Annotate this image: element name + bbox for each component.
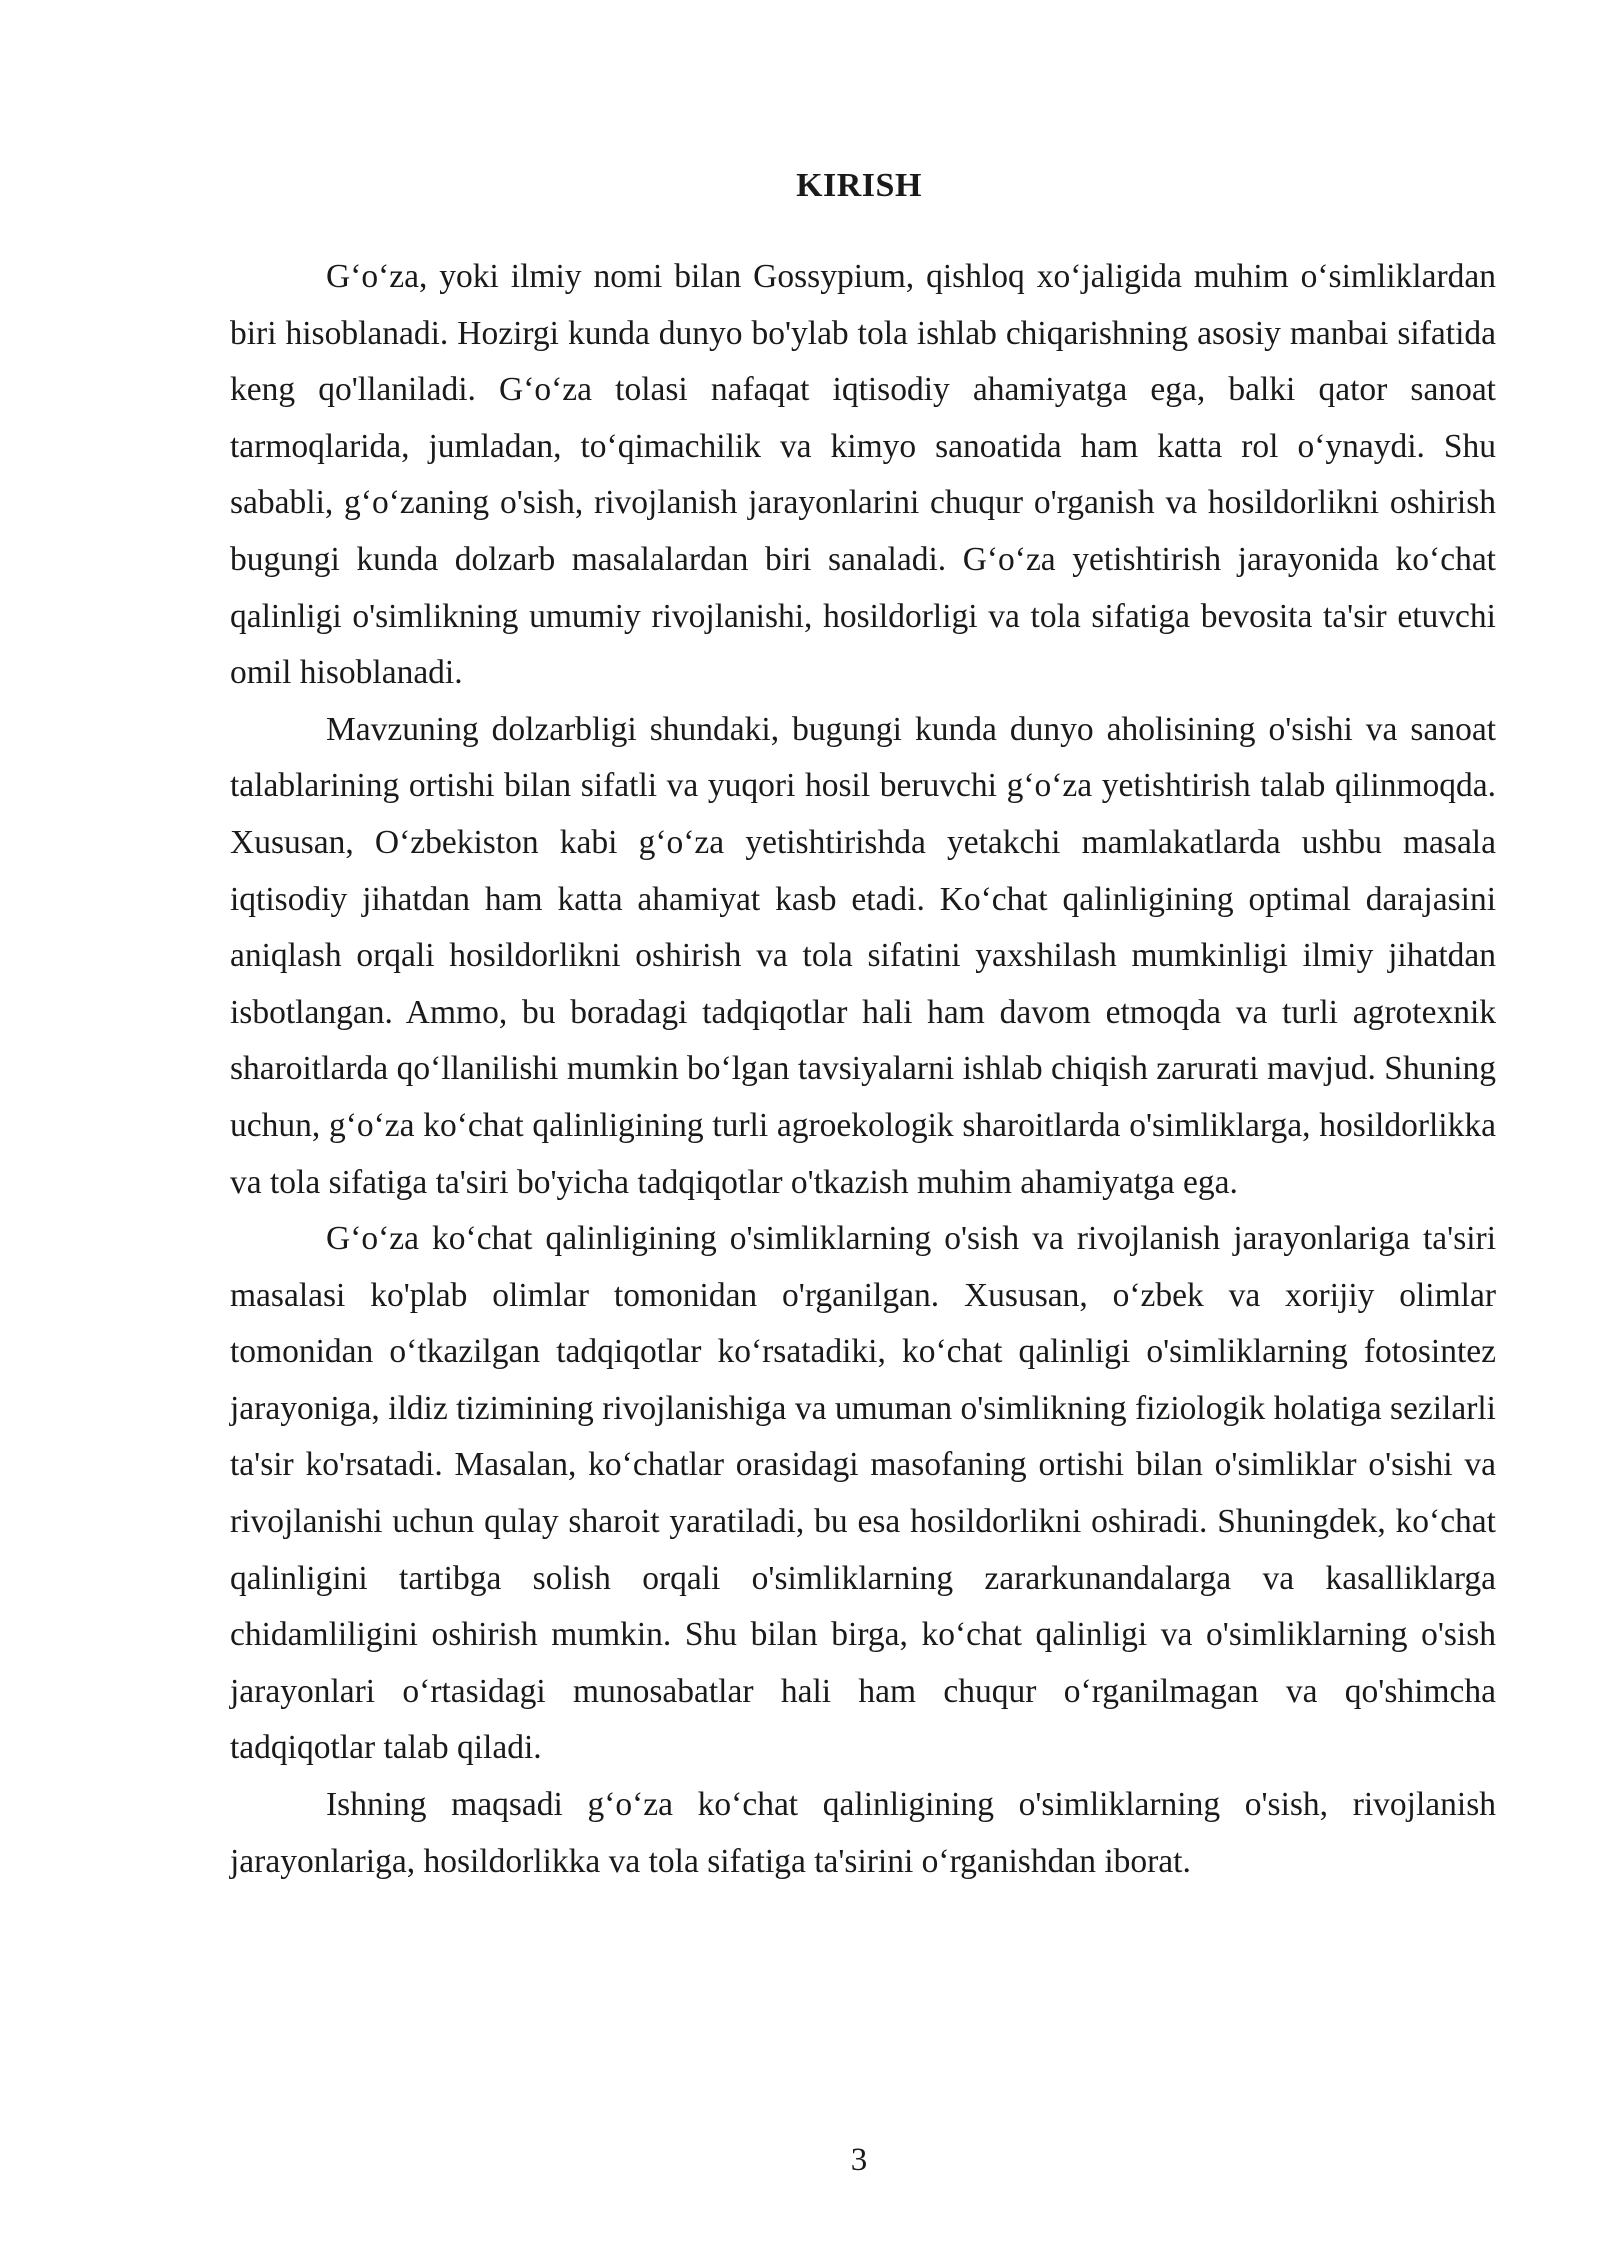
paragraph-aim: Ishning maqsadi g‘o‘za ko‘chat qalinligining o'simliklarning o'sish, rivojlanish jarayonlariga, hosildorlikka va tola sifatiga ta'sirini o‘rganishdan iborat. bbox=[230, 1786, 1496, 1880]
paragraph-intro: G‘o‘za, yoki ilmiy nomi bilan Gossypium, qishloq xo‘jaligida muhim o‘simliklardan biri hisoblanadi. Hozirgi kunda dunyo bo'ylab tola ishlab chiqarishning asosiy manbai sifatida keng qo'llaniladi. G‘o‘za tolasi nafaqat iqtisodiy ahamiyatga ega, balki qator sanoat tarmoqlarida, jumladan, to‘qimachilik va kimyo sanoatida ham katta rol o‘ynaydi. Shu sababli, g‘o‘zaning o'sish, rivojlanish jarayonlarini chuqur o'rganish va hosildorlikni oshirish bugungi kunda dolzarb masalalardan biri sanaladi. G‘o‘za yetishtirish jarayonida ko‘chat qalinligi o'simlikning umumiy rivojlanishi, hosildorligi va tola sifatiga bevosita ta'sir etuvchi omil hisoblanadi. bbox=[230, 258, 1496, 692]
section-title: KIRISH bbox=[796, 167, 922, 204]
paragraph-research-review: G‘o‘za ko‘chat qalinligining o'simliklarning o'sish va rivojlanish jarayonlariga ta'siri masalasi ko'plab olimlar tomonidan o'rganilgan. Xususan, o‘zbek va xorijiy olimlar tomonidan o‘tkazilgan tadqiqotlar ko‘rsatadiki, ko‘chat qalinligi o'simliklarning fotosintez jarayoniga, ildiz tizimining rivojlanishiga va umuman o'simlikning fiziologik holatiga sezilarli ta'sir ko'rsatadi. Masalan, ko‘chatlar orasidagi masofaning ortishi bilan o'simliklar o'sishi va rivojlanishi uchun qulay sharoit yaratiladi, bu esa hosildorlikni oshiradi. Shuningdek, ko‘chat qalinligini tartibga solish orqali o'simliklarning zararkunandalarga va kasalliklarga chidamliligini oshirish mumkin. Shu bilan birga, ko‘chat qalinligi va o'simliklarning o'sish jarayonlari o‘rtasidagi munosabatlar hali ham chuqur o‘rganilmagan va qo'shimcha tadqiqotlar talab qiladi. bbox=[230, 1220, 1496, 1767]
paragraph-relevance: Mavzuning dolzarbligi shundaki, bugungi kunda dunyo aholisining o'sishi va sanoat talablarining ortishi bilan sifatli va yuqori hosil beruvchi g‘o‘za yetishtirish talab qilinmoqda. Xususan, O‘zbekiston kabi g‘o‘za yetishtirishda yetakchi mamlakatlarda ushbu masala iqtisodiy jihatdan ham katta ahamiyat kasb etadi. Ko‘chat qalinligining optimal darajasini aniqlash orqali hosildorlikni oshirish va tola sifatini yaxshilash mumkinligi ilmiy jihatdan isbotlangan. Ammo, bu boradagi tadqiqotlar hali ham davom etmoqda va turli agrotexnik sharoitlarda qo‘llanilishi mumkin bo‘lgan tavsiyalarni ishlab chiqish zarurati mavjud. Shuning uchun, g‘o‘za ko‘chat qalinligining turli agroekologik sharoitlarda o'simliklarga, hosildorlikka va tola sifatiga ta'siri bo'yicha tadqiqotlar o'tkazish muhim ahamiyatga ega. bbox=[230, 710, 1496, 1201]
body-text bbox=[230, 249, 1496, 1890]
page-number: 3 bbox=[850, 2142, 868, 2178]
